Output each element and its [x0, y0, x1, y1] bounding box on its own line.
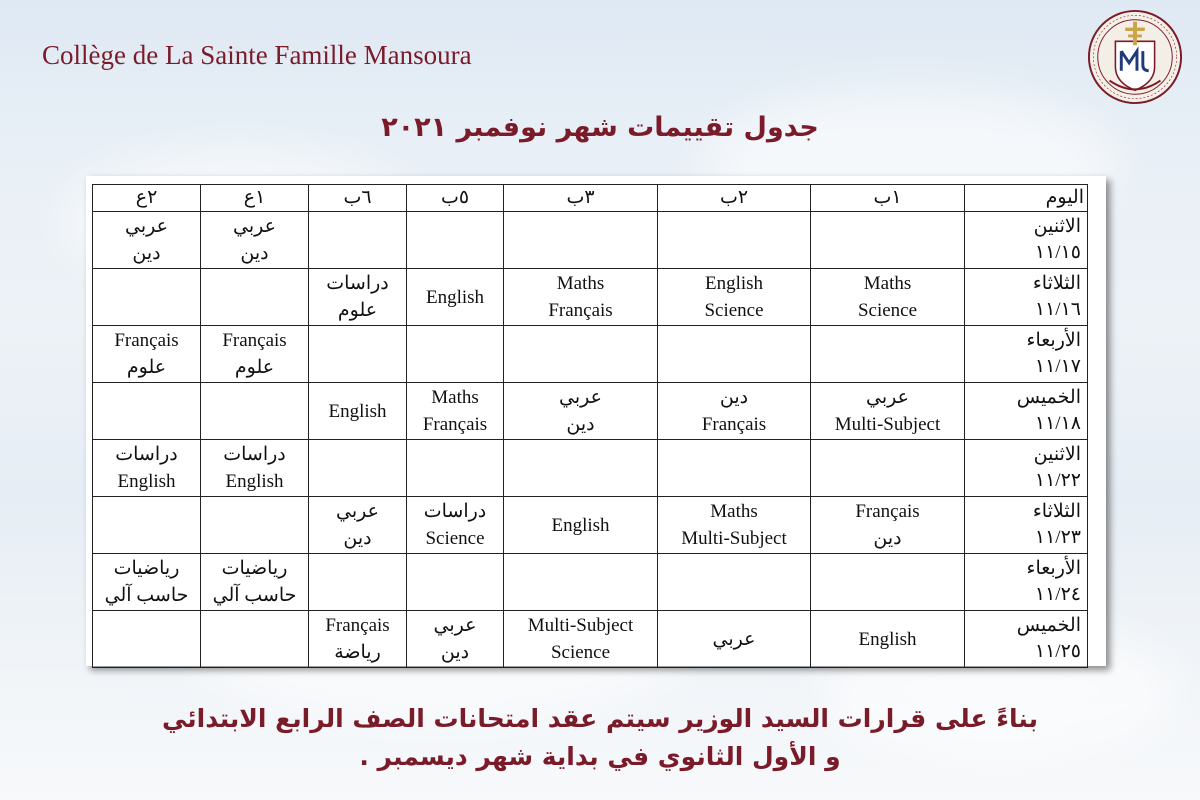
day-date: ١١/٢٥	[1034, 641, 1081, 662]
schedule-cell	[407, 554, 504, 611]
table-row	[93, 554, 1088, 611]
schedule-cell	[407, 611, 504, 668]
schedule-cell	[407, 326, 504, 383]
schedule-cell	[658, 611, 811, 668]
subject-label: دراسات	[326, 273, 389, 294]
notice-text	[0, 700, 1200, 776]
schedule-cell	[504, 269, 658, 326]
day-date: ١١/٢٤	[1034, 584, 1081, 605]
day-cell	[965, 212, 1088, 269]
schedule-cell	[811, 326, 965, 383]
schedule-cell	[658, 326, 811, 383]
subject-label: دين	[719, 387, 749, 408]
subject-label: Maths	[863, 273, 912, 294]
subject-label: Maths	[556, 273, 605, 294]
subject-label: رياضيات	[113, 558, 180, 579]
subject-label: Science	[550, 642, 611, 663]
schedule-cell	[811, 554, 965, 611]
subject-label: Multi-Subject	[681, 528, 787, 549]
schedule-cell	[201, 554, 309, 611]
schedule-cell	[811, 440, 965, 497]
schedule-cell	[658, 554, 811, 611]
day-date: ١١/١٨	[1034, 413, 1081, 434]
subject-label: علوم	[234, 357, 275, 378]
school-crest-icon	[1086, 8, 1184, 106]
schedule-cell	[93, 383, 201, 440]
subject-label: دراسات	[423, 501, 487, 522]
subject-label: علوم	[337, 300, 378, 321]
day-name: الثلاثاء	[1032, 273, 1081, 294]
schedule-cell	[93, 440, 201, 497]
schedule-cell	[504, 212, 658, 269]
day-name: الخميس	[1016, 615, 1081, 636]
subject-label: دين	[240, 243, 269, 264]
day-name: الخميس	[1016, 387, 1081, 408]
schedule-cell	[407, 440, 504, 497]
schedule-cell	[658, 440, 811, 497]
schedule-table	[92, 184, 1088, 668]
day-name: الأربعاء	[1026, 330, 1081, 351]
column-header-class: ١ب	[811, 185, 965, 212]
subject-label: Français	[222, 330, 287, 351]
schedule-cell	[201, 212, 309, 269]
subject-label: عربي	[866, 387, 909, 408]
subject-label: Science	[425, 528, 485, 549]
schedule-cell	[658, 383, 811, 440]
subject-label: Science	[704, 300, 764, 321]
subject-label: Français	[325, 615, 390, 636]
subject-label: علوم	[126, 357, 167, 378]
schedule-cell	[504, 326, 658, 383]
table-header-row	[93, 185, 1088, 212]
subject-label: Multi-Subject	[834, 414, 941, 435]
day-name: الثلاثاء	[1032, 501, 1081, 522]
day-cell	[965, 440, 1088, 497]
subject-label: دراسات	[115, 444, 178, 465]
schedule-cell	[201, 440, 309, 497]
table-row	[93, 440, 1088, 497]
schedule-cell	[309, 611, 407, 668]
schedule-cell	[309, 326, 407, 383]
subject-label: Français	[114, 330, 179, 351]
schedule-cell	[201, 383, 309, 440]
subject-label: Maths	[710, 501, 758, 522]
schedule-cell	[811, 269, 965, 326]
schedule-cell	[309, 269, 407, 326]
schedule-card	[86, 176, 1106, 666]
page-title: جدول تقييمات شهر نوفمبر ٢٠٢١	[381, 112, 819, 143]
subject-label: حاسب آلي	[104, 585, 189, 606]
column-header-class: ٣ب	[504, 185, 658, 212]
day-cell	[965, 326, 1088, 383]
schedule-cell	[504, 440, 658, 497]
schedule-cell	[93, 326, 201, 383]
schedule-cell	[407, 269, 504, 326]
schedule-cell	[201, 269, 309, 326]
subject-label: Maths	[431, 387, 479, 408]
subject-label: حاسب آلي	[212, 585, 297, 606]
subject-label: Français	[701, 414, 767, 435]
column-header-class: ١ع	[201, 185, 309, 212]
subject-label: English	[425, 286, 485, 308]
table-row	[93, 269, 1088, 326]
schedule-cell	[93, 554, 201, 611]
table-body	[93, 212, 1088, 668]
day-date: ١١/١٥	[1034, 242, 1081, 263]
subject-label: عربي	[559, 387, 602, 408]
day-name: الاثنين	[1033, 216, 1081, 237]
schedule-cell	[93, 269, 201, 326]
schedule-cell	[658, 212, 811, 269]
subject-label: English	[704, 273, 764, 294]
table-row	[93, 611, 1088, 668]
day-cell	[965, 269, 1088, 326]
day-cell	[965, 554, 1088, 611]
schedule-cell	[93, 212, 201, 269]
subject-label: English	[858, 628, 917, 650]
schedule-cell	[407, 383, 504, 440]
subject-label: رياضة	[334, 642, 381, 663]
schedule-cell	[201, 497, 309, 554]
schedule-cell	[93, 611, 201, 668]
school-name: Collège de La Sainte Famille Mansoura	[42, 40, 472, 70]
subject-label: English	[225, 471, 284, 492]
subject-label: Science	[857, 300, 918, 321]
schedule-cell	[658, 269, 811, 326]
column-header-class: ٢ع	[93, 185, 201, 212]
schedule-cell	[93, 497, 201, 554]
subject-label: عربي	[336, 501, 379, 522]
schedule-cell	[811, 212, 965, 269]
column-header-class: ٦ب	[309, 185, 407, 212]
schedule-cell	[309, 212, 407, 269]
schedule-cell	[201, 326, 309, 383]
subject-label: Français	[855, 501, 920, 522]
day-date: ١١/٢٣	[1034, 527, 1081, 548]
notice-line-2: و الأول الثانوي في بداية شهر ديسمبر .	[359, 742, 841, 771]
subject-label: Français	[422, 414, 488, 435]
subject-label: Multi-Subject	[527, 615, 634, 636]
subject-label: دين	[132, 243, 161, 264]
table-row	[93, 326, 1088, 383]
day-date: ١١/١٦	[1034, 299, 1081, 320]
subject-label: دين	[873, 528, 902, 549]
schedule-cell	[201, 611, 309, 668]
subject-label: رياضيات	[221, 558, 288, 579]
schedule-cell	[811, 611, 965, 668]
subject-label: عربي	[125, 216, 168, 237]
day-cell	[965, 611, 1088, 668]
column-header-class: ٢ب	[658, 185, 811, 212]
subject-label: عربي	[433, 615, 477, 636]
schedule-cell	[504, 497, 658, 554]
table-row	[93, 383, 1088, 440]
schedule-cell	[407, 497, 504, 554]
subject-label: Français	[548, 300, 613, 321]
schedule-cell	[658, 497, 811, 554]
schedule-cell	[309, 383, 407, 440]
schedule-cell	[309, 554, 407, 611]
subject-label: دين	[566, 414, 595, 435]
subject-label: English	[117, 471, 176, 492]
schedule-cell	[309, 497, 407, 554]
subject-label: English	[551, 514, 610, 536]
day-date: ١١/٢٢	[1034, 470, 1081, 491]
day-name: الاثنين	[1033, 444, 1081, 465]
day-cell	[965, 383, 1088, 440]
column-header-class: ٥ب	[407, 185, 504, 212]
schedule-cell	[811, 383, 965, 440]
schedule-cell	[407, 212, 504, 269]
schedule-cell	[811, 497, 965, 554]
day-date: ١١/١٧	[1034, 356, 1081, 377]
column-header-day: اليوم	[965, 185, 1088, 212]
subject-label: دين	[440, 642, 470, 663]
subject-label: دين	[343, 528, 372, 549]
schedule-cell	[504, 554, 658, 611]
day-name: الأربعاء	[1026, 558, 1081, 579]
schedule-cell	[504, 383, 658, 440]
subject-label: عربي	[233, 216, 276, 237]
notice-line-1: بناءً على قرارات السيد الوزير سيتم عقد امتحانات الصف الرابع الابتدائي	[162, 704, 1038, 733]
subject-label: دراسات	[223, 444, 286, 465]
schedule-cell	[309, 440, 407, 497]
day-cell	[965, 497, 1088, 554]
subject-label: English	[328, 400, 387, 422]
subject-label: عربي	[712, 628, 756, 650]
table-row	[93, 212, 1088, 269]
schedule-cell	[504, 611, 658, 668]
table-row	[93, 497, 1088, 554]
